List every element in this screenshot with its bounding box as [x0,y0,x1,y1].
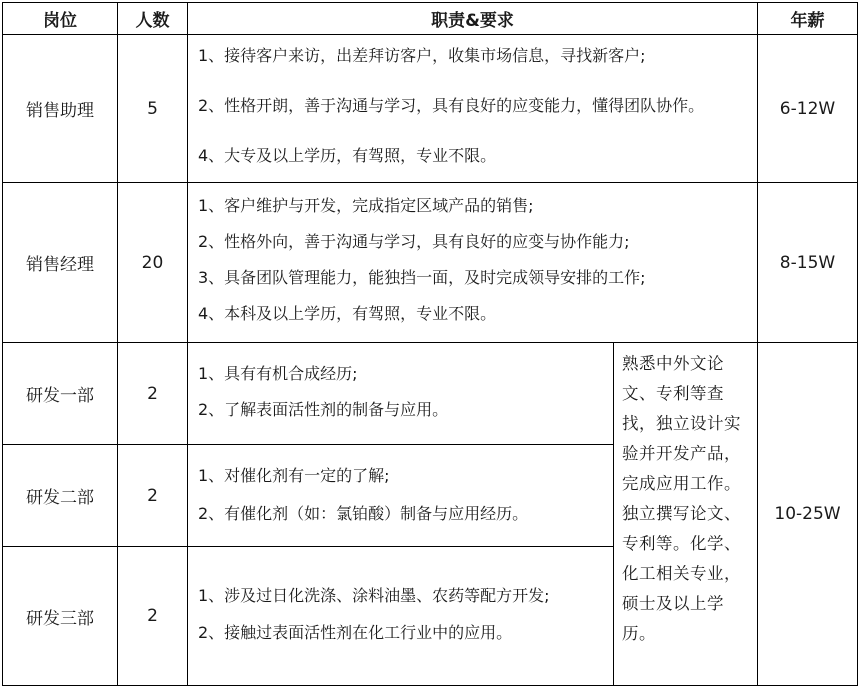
row-count: 2 [118,547,188,686]
duty-line: 3、具备团队管理能力，能独挡一面，及时完成领导安排的工作; [198,268,646,287]
rd-salary: 10-25W [758,343,858,686]
row-position: 研发三部 [2,547,118,686]
row-position: 销售经理 [2,183,118,343]
row-duties [188,183,758,343]
row-count: 2 [118,445,188,547]
row-salary: 6-12W [758,35,858,183]
row-position: 研发二部 [2,445,118,547]
duty-line: 2、了解表面活性剂的制备与应用。 [198,400,449,419]
row-count: 2 [118,343,188,445]
duty-line: 1、涉及过日化洗涤、涂料油墨、农药等配方开发; [198,586,550,605]
duty-line: 4、大专及以上学历，有驾照，专业不限。 [198,146,497,165]
row-position: 研发一部 [2,343,118,445]
row-duties [188,445,614,547]
row-duties [188,547,614,686]
rd-common-requirements: 熟悉中外文论文、专利等查找，独立设计实验并开发产品，完成应用工作。独立撰写论文、专利等。化学、化工相关专业，硕士及以上学历。 [614,343,758,686]
header-position: 岗位 [2,2,118,35]
row-count: 5 [118,35,188,183]
row-count: 20 [118,183,188,343]
duty-line: 1、对催化剂有一定的了解; [198,466,390,485]
row-salary: 8-15W [758,183,858,343]
row-position: 销售助理 [2,35,118,183]
duty-line: 2、有催化剂（如：氯铂酸）制备与应用经历。 [198,504,529,523]
duty-line: 2、性格外向，善于沟通与学习，具有良好的应变与协作能力; [198,232,630,251]
duty-line: 1、客户维护与开发，完成指定区域产品的销售; [198,196,534,215]
header-duties: 职责&要求 [188,2,758,35]
job-table [2,2,858,686]
duty-line: 1、接待客户来访，出差拜访客户，收集市场信息，寻找新客户; [198,46,646,65]
header-count: 人数 [118,2,188,35]
duty-line: 2、接触过表面活性剂在化工行业中的应用。 [198,623,513,642]
duty-line: 2、性格开朗，善于沟通与学习，具有良好的应变能力，懂得团队协作。 [198,96,705,115]
row-duties [188,343,614,445]
header-salary: 年薪 [758,2,858,35]
row-duties [188,35,758,183]
duty-line: 4、本科及以上学历，有驾照，专业不限。 [198,304,497,323]
duty-line: 1、具有有机合成经历; [198,364,358,383]
